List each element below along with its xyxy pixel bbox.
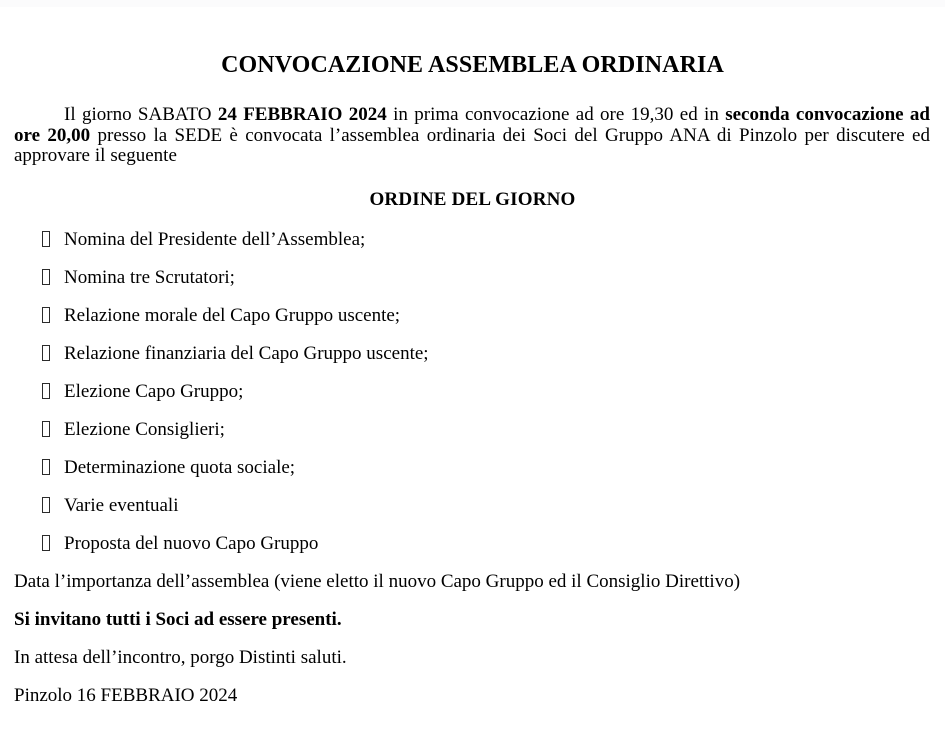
closing-line-place-date: Pinzolo 16 FEBBRAIO 2024: [14, 684, 238, 706]
page-title: CONVOCAZIONE ASSEMBLEA ORDINARIA: [221, 52, 724, 78]
list-item-label: Determinazione quota sociale;: [64, 456, 296, 478]
list-item-label: Nomina tre Scrutatori;: [64, 266, 235, 288]
intro-second-call-bold: seconda convocazione ad ore 20,00: [14, 104, 931, 146]
list-item-label: Relazione finanziaria del Capo Gruppo uscente;: [64, 342, 429, 364]
list-item: [0, 344, 945, 363]
intro-segment-5: presso la SEDE è convocata l’assemblea ordinaria dei Soci del Gruppo ANA di Pinzolo per discutere ed approvare il seguente: [14, 124, 930, 166]
agenda-list: [0, 230, 945, 553]
missing-glyph-box-icon: [42, 231, 50, 247]
list-item: [0, 496, 945, 515]
list-item-label: Varie eventuali: [64, 494, 179, 516]
missing-glyph-box-icon: [42, 459, 50, 475]
intro-date-bold: 24 FEBBRAIO 2024: [217, 104, 387, 125]
list-item-label: Elezione Consiglieri;: [64, 418, 225, 440]
intro-paragraph: [0, 79, 945, 167]
list-item: [0, 230, 945, 249]
closing-line-invitation: Si invitano tutti i Soci ad essere presenti.: [14, 608, 342, 630]
missing-glyph-box-icon: [42, 345, 50, 361]
list-item: [0, 268, 945, 287]
intro-segment-1: Il giorno SABATO: [64, 104, 218, 125]
missing-glyph-box-icon: [42, 421, 50, 437]
list-item-label: Relazione morale del Capo Gruppo uscente;: [64, 304, 401, 326]
missing-glyph-box-icon: [42, 383, 50, 399]
list-item: [0, 420, 945, 439]
list-item-label: Nomina del Presidente dell’Assemblea;: [64, 228, 366, 250]
missing-glyph-box-icon: [42, 307, 50, 323]
agenda-heading: ORDINE DEL GIORNO: [369, 188, 576, 210]
closing-line-importance: Data l’importanza dell’assemblea (viene eletto il nuovo Capo Gruppo ed il Consiglio Direttivo): [14, 570, 741, 592]
list-item: [0, 306, 945, 325]
list-item: [0, 382, 945, 401]
missing-glyph-box-icon: [42, 269, 50, 285]
missing-glyph-box-icon: [42, 535, 50, 551]
list-item-label: Elezione Capo Gruppo;: [64, 380, 244, 402]
list-item: [0, 534, 945, 553]
list-item-label: Proposta del nuovo Capo Gruppo: [64, 532, 319, 554]
list-item: [0, 458, 945, 477]
intro-segment-3: in prima convocazione ad ore 19,30 ed in: [386, 104, 726, 125]
closing-line-regards: In attesa dell’incontro, porgo Distinti saluti.: [14, 646, 347, 668]
missing-glyph-box-icon: [42, 497, 50, 513]
